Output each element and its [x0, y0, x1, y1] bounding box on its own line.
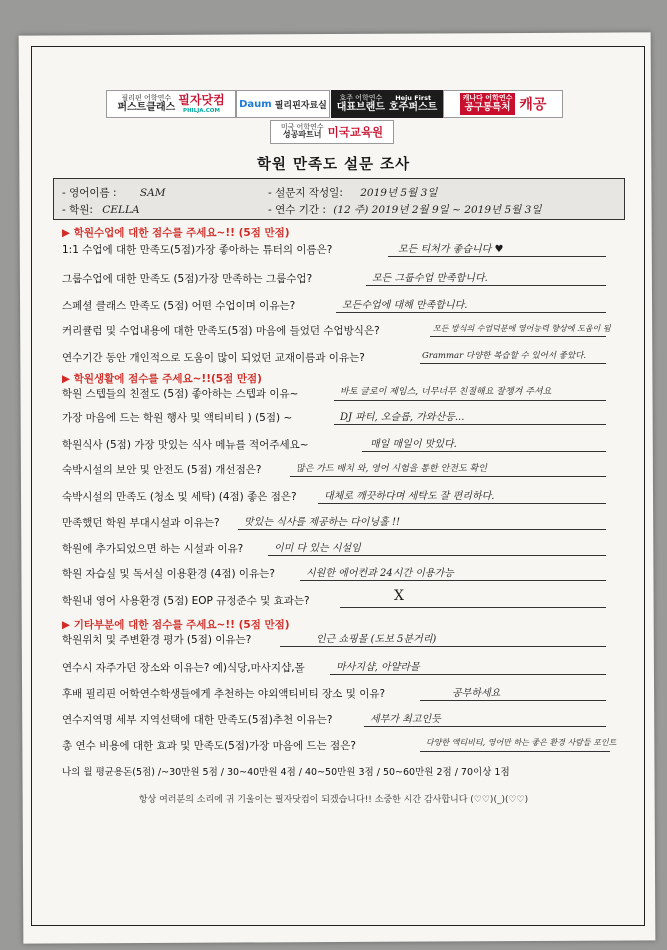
- answer-12[interactable]: 이미 다 있는 시설임: [274, 543, 361, 554]
- answer-line-1: [388, 256, 606, 257]
- answer-line-4: [430, 336, 606, 337]
- answer-7[interactable]: DJ 파티, 오슬롭, 가와산등...: [340, 412, 465, 423]
- answer-15[interactable]: 인근 쇼핑몰 (도보 5분거리): [316, 634, 437, 645]
- question-20: 나의 월 평균용돈(5점) /~30만원 5점 / 30~40만원 4점 / 40~50만원 3점 / 50~60만원 2점 / 70이상 1점: [62, 767, 510, 778]
- answer-line-3: [336, 312, 606, 313]
- school-label: - 학원:: [62, 204, 93, 216]
- question-18: 연수지역명 세부 지역선택에 대한 만족도(5점)추천 이유는?: [62, 714, 333, 726]
- answer-line-19: [420, 751, 610, 752]
- question-6: 학원 스텝들의 친절도 (5점) 좋아하는 스텝과 이유~: [62, 388, 299, 400]
- info-box: [53, 178, 625, 220]
- answer-line-13: [300, 580, 606, 581]
- answer-line-10: [318, 503, 606, 504]
- logo-hoju-small: 호주 어학연수: [339, 93, 383, 102]
- survey-title: 학원 만족도 설문 조사: [256, 157, 411, 173]
- logo-hoju-main2: 호주퍼스트: [389, 102, 438, 114]
- name-row: [62, 185, 165, 200]
- footer-thanks: 항상 여러분의 소리에 귀 기울이는 필자닷컴이 되겠습니다!! 소중한 시간 감사합니다 (♡♡)(_)(♡♡): [138, 795, 529, 805]
- logo-hoju-main: 대표브랜드: [336, 102, 385, 114]
- answer-line-6: [334, 400, 606, 401]
- answer-11[interactable]: 맛있는 식사를 제공하는 다이닝홀 !!: [244, 517, 400, 528]
- period-row: [268, 202, 541, 217]
- logo-canada-small: 캐나다 어학연수: [462, 93, 513, 102]
- logo-usa: [270, 120, 394, 144]
- logo-usa-main: 성공파트너: [282, 130, 322, 140]
- answer-19[interactable]: 다양한 액티비티, 영어만 하는 좋은 환경 사람들 포인트: [426, 738, 617, 747]
- logo-daum-small: Daum: [239, 98, 272, 110]
- answer-line-16: [330, 674, 606, 675]
- question-16: 연수시 자주가던 장소와 이유는? 예)식당,마사지샵,몰: [62, 662, 305, 674]
- answer-8[interactable]: 매일 매일이 맛있다.: [370, 439, 457, 450]
- logo-daum-main: 필리핀자료실: [274, 100, 327, 111]
- question-7: 가장 마음에 드는 학원 행사 및 액티비티 ) (5점) ~: [62, 412, 293, 424]
- answer-line-2: [366, 285, 606, 286]
- name-value[interactable]: SAM: [139, 187, 166, 199]
- logo-philja-small: 필리핀 어학연수: [121, 93, 172, 102]
- section-life-score: ▶ 학원생활에 점수를 주세요~!!(5점 만점): [62, 373, 262, 385]
- answer-6[interactable]: 바토 글로이 제임스, 너무너무 친절해요 잘챙겨 주셔요: [340, 387, 552, 397]
- logo-hoju: [331, 90, 443, 118]
- question-1: 1:1 수업에 대한 만족도(5점)가장 좋아하는 튜터의 이름은?: [62, 244, 333, 256]
- school-value[interactable]: CELLA: [102, 204, 140, 216]
- answer-line-15: [280, 646, 606, 647]
- answer-line-17: [420, 700, 606, 701]
- question-9: 숙박시설의 보안 및 안전도 (5점) 개선점은?: [62, 464, 262, 476]
- logo-philja-sub: PHILJA.COM: [183, 107, 220, 114]
- answer-line-14: [340, 607, 606, 608]
- answer-9[interactable]: 많은 가드 배치 와, 영어 시험을 통한 안전도 확인: [296, 464, 487, 474]
- logo-usa-brand: 미국교육원: [327, 125, 384, 139]
- date-label: - 설문지 작성일:: [268, 187, 343, 199]
- question-5: 연수기간 동안 개인적으로 도움이 많이 되었던 교재이름과 이유는?: [62, 352, 365, 364]
- question-2: 그룹수업에 대한 만족도 (5점)가장 만족하는 그룹수업?: [62, 273, 313, 285]
- section-class-score: ▶ 학원수업에 대한 점수를 주세요~!! (5점 만점): [62, 227, 290, 239]
- answer-5[interactable]: Grammar 다양한 복습할 수 있어서 좋았다.: [422, 351, 587, 361]
- question-12: 학원에 추가되었으면 하는 시설과 이유?: [62, 543, 244, 555]
- answer-line-9: [290, 476, 606, 477]
- logo-canada-main: 공구통특처: [464, 101, 511, 113]
- question-4: 커리큘럼 및 수업내용에 대한 만족도(5점) 마음에 들었던 수업방식은?: [62, 325, 380, 337]
- answer-line-11: [238, 529, 606, 530]
- logo-philja: [106, 90, 236, 118]
- school-row: [62, 202, 140, 217]
- answer-line-12: [268, 555, 606, 556]
- answer-14[interactable]: X: [394, 588, 404, 604]
- question-13: 학원 자습실 및 독서실 이용환경 (4점) 이유는?: [62, 568, 275, 580]
- logo-philja-brand: 필자닷컴: [178, 93, 225, 108]
- logo-daum: [236, 90, 330, 118]
- answer-line-5: [420, 363, 606, 364]
- answer-10[interactable]: 대체로 깨끗하다며 세탁도 잘 편리하다.: [324, 491, 495, 502]
- section-other-score: ▶ 기타부분에 대한 점수를 주세요~!! (5점 만점): [62, 619, 290, 631]
- answer-line-8: [362, 451, 606, 452]
- question-10: 숙박시설의 만족도 (청소 및 세탁) (4점) 좋은 점은?: [62, 491, 297, 503]
- answer-1[interactable]: 모든 티처가 좋습니다 ♥: [398, 244, 504, 255]
- answer-line-7: [334, 424, 606, 425]
- logo-philja-main: 퍼스트클래스: [117, 102, 176, 114]
- period-label: - 연수 기간 :: [268, 204, 326, 216]
- date-row: [268, 185, 437, 200]
- logo-usa-small: 미국 어학연수: [280, 122, 324, 131]
- answer-3[interactable]: 모든수업에 대해 만족합니다.: [342, 300, 468, 311]
- name-label: - 영어이름 :: [62, 187, 117, 199]
- logo-canada-brand: 캐공: [519, 97, 547, 113]
- question-19: 총 연수 비용에 대한 효과 및 만족도(5점)가장 마음에 드는 점은?: [62, 740, 356, 752]
- answer-line-18: [364, 726, 606, 727]
- question-11: 만족했던 학원 부대시설과 이유는?: [62, 517, 220, 529]
- question-14: 학원내 영어 사용환경 (5점) EOP 규정준수 및 효과는?: [62, 595, 310, 607]
- answer-17[interactable]: 공부하세요: [452, 688, 501, 699]
- question-3: 스페셜 클래스 만족도 (5점) 어떤 수업이며 이유는?: [62, 300, 296, 312]
- date-value[interactable]: 2019년 5월 3일: [360, 187, 438, 199]
- logo-hoju-brand: Heju First: [395, 93, 432, 102]
- answer-16[interactable]: 마사지샵, 아얄라몰: [336, 662, 420, 673]
- question-15: 학원위치 및 주변환경 평가 (5점) 이유는?: [62, 634, 252, 646]
- answer-13[interactable]: 시원한 에어컨과 24시간 이용가능: [306, 568, 454, 579]
- answer-18[interactable]: 세부가 최고인듯: [370, 714, 441, 725]
- period-value[interactable]: (12 주) 2019년 2월 9일 ~ 2019년 5월 3일: [333, 204, 542, 216]
- answer-4[interactable]: 모든 방식의 수업덕분에 영어능력 향상에 도움이 됨: [433, 324, 611, 333]
- question-8: 학원식사 (5점) 가장 맛있는 식사 메뉴를 적어주세요~: [62, 439, 309, 451]
- logo-canada: [443, 90, 563, 118]
- answer-2[interactable]: 모든 그룹수업 만족합니다.: [372, 273, 488, 284]
- question-17: 후배 필리핀 어학연수학생들에게 추천하는 야외액티비티 장소 및 이유?: [62, 688, 386, 700]
